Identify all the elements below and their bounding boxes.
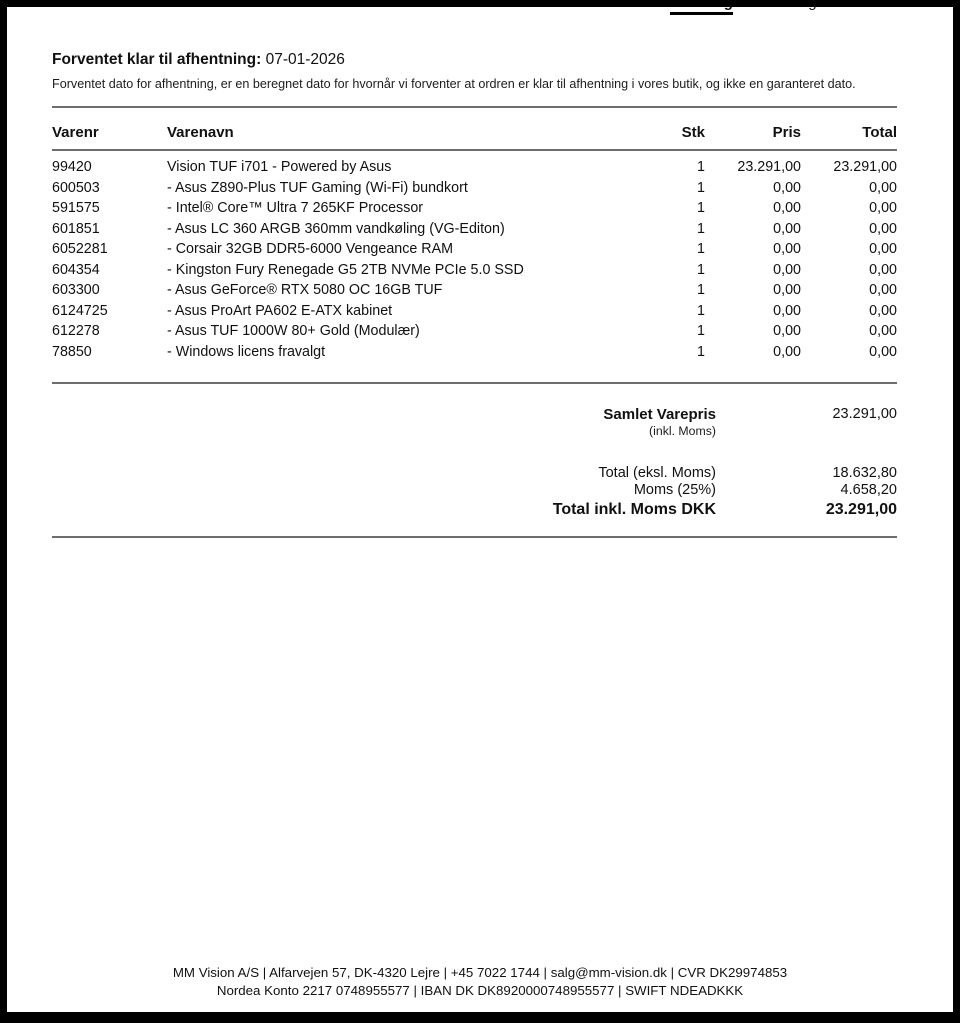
total-line-moms	[52, 482, 897, 499]
item-stk: 1	[697, 343, 705, 360]
pickup-heading-label: Forventet klar til afhentning:	[52, 51, 262, 68]
item-pris: 0,00	[773, 179, 801, 196]
item-varenr: 612278	[52, 323, 100, 339]
item-varenavn: - Asus TUF 1000W 80+ Gold (Modulær)	[167, 323, 420, 339]
footer-company-line: MM Vision A/S | Alfarvejen 57, DK-4320 Lejre | +45 7022 1744 | salg@mm-vision.dk | CVR DK29974853	[172, 965, 788, 980]
item-varenavn: - Intel® Core™ Ultra 7 265KF Processor	[167, 200, 424, 216]
total-incl-moms-value: 23.291,00	[825, 501, 897, 518]
top-border	[0, 0, 960, 7]
item-varenavn: - Asus Z890-Plus TUF Gaming (Wi-Fi) bundkort	[167, 179, 468, 196]
total-excl-moms-value: 18.632,80	[832, 465, 897, 481]
items-body	[52, 150, 897, 362]
item-varenr: 604354	[52, 261, 100, 278]
table-row	[52, 239, 897, 260]
item-varenavn: - Asus GeForce® RTX 5080 OC 16GB TUF	[167, 282, 443, 298]
item-varenr: 6124725	[52, 302, 108, 319]
table-row	[52, 301, 897, 322]
item-total: 0,00	[869, 241, 897, 257]
total-line-samlet	[52, 406, 897, 439]
table-row	[52, 219, 897, 240]
item-stk: 1	[697, 179, 705, 196]
item-pris: 0,00	[773, 323, 801, 339]
item-pris: 0,00	[773, 200, 801, 216]
item-varenr: 78850	[52, 343, 92, 360]
col-header-pris: Pris	[705, 124, 801, 150]
moms-label: Moms (25%)	[633, 482, 716, 498]
total-excl-moms-label: Total (eksl. Moms)	[598, 465, 716, 481]
item-pris: 0,00	[773, 261, 801, 278]
item-varenr: 6052281	[52, 241, 108, 257]
samlet-varepris-label: Samlet Varepris	[603, 406, 716, 423]
table-row	[52, 342, 897, 363]
right-border	[953, 0, 960, 1023]
item-total: 0,00	[869, 261, 897, 278]
item-varenavn: Vision TUF i701 - Powered by Asus	[167, 159, 392, 175]
item-stk: 1	[697, 323, 705, 339]
item-pris: 0,00	[773, 343, 801, 360]
total-incl-moms-label: Total inkl. Moms DKK	[552, 501, 716, 518]
table-row	[52, 260, 897, 281]
item-stk: 1	[697, 241, 705, 257]
samlet-varepris-sublabel: (inkl. Moms)	[649, 424, 716, 438]
footer	[0, 964, 960, 1000]
item-varenr: 591575	[52, 200, 100, 216]
pickup-note: Forventet dato for afhentning, er en beregnet dato for hvornår vi forventer at ordren er klar til afhentning i vores butik, og ikke en garanteret dato.	[52, 77, 856, 91]
item-pris: 0,00	[773, 220, 801, 237]
item-varenr: 600503	[52, 179, 100, 196]
item-total: 0,00	[869, 282, 897, 298]
table-header-row	[52, 124, 897, 150]
pickup-date: 07-01-2026	[265, 51, 345, 68]
item-varenavn: - Asus ProArt PA602 E-ATX kabinet	[167, 302, 393, 319]
item-total: 0,00	[869, 323, 897, 339]
item-total: 0,00	[869, 220, 897, 237]
table-row	[52, 198, 897, 219]
total-line-excl-moms	[52, 465, 897, 482]
table-row	[52, 150, 897, 178]
item-pris: 0,00	[773, 241, 801, 257]
bottom-border	[0, 1012, 960, 1023]
item-varenavn: - Corsair 32GB DDR5-6000 Vengeance RAM	[167, 241, 454, 257]
item-stk: 1	[697, 200, 705, 216]
item-stk: 1	[697, 302, 705, 319]
item-total: 0,00	[869, 200, 897, 216]
item-total: 0,00	[869, 343, 897, 360]
totals-section	[52, 406, 897, 520]
col-header-varenavn: Varenavn	[167, 124, 595, 150]
item-total: 23.291,00	[833, 159, 897, 175]
item-stk: 1	[697, 159, 705, 175]
item-varenr: 99420	[52, 159, 92, 175]
item-pris: 0,00	[773, 302, 801, 319]
items-table	[52, 124, 897, 362]
divider-bottom	[52, 536, 897, 538]
item-stk: 1	[697, 282, 705, 298]
item-total: 0,00	[869, 302, 897, 319]
col-header-varenr: Varenr	[52, 124, 167, 150]
pickup-heading	[52, 50, 897, 69]
item-varenavn: - Asus LC 360 ARGB 360mm vandkøling (VG-Editon)	[167, 220, 505, 237]
item-varenr: 601851	[52, 220, 100, 237]
footer-bank-line: Nordea Konto 2217 0748955577 | IBAN DK DK8920000748955577 | SWIFT NDEADKKK	[216, 983, 744, 998]
samlet-label-block	[52, 406, 716, 439]
item-stk: 1	[697, 220, 705, 237]
col-header-total: Total	[801, 124, 897, 150]
table-row	[52, 178, 897, 199]
left-border	[0, 0, 7, 1023]
divider-after-items	[52, 382, 897, 384]
samlet-varepris-value: 23.291,00	[832, 406, 897, 422]
col-header-stk: Stk	[595, 124, 705, 150]
divider-top	[52, 106, 897, 108]
table-row	[52, 280, 897, 301]
totals-spacer	[52, 439, 897, 465]
item-varenavn: - Windows licens fravalgt	[167, 343, 326, 360]
table-row	[52, 321, 897, 342]
item-stk: 1	[697, 261, 705, 278]
invoice-content	[52, 0, 897, 538]
item-total: 0,00	[869, 179, 897, 196]
item-varenr: 603300	[52, 282, 100, 298]
moms-value: 4.658,20	[840, 482, 897, 498]
item-varenavn: - Kingston Fury Renegade G5 2TB NVMe PCIe 5.0 SSD	[167, 261, 524, 278]
total-line-incl-moms	[52, 499, 897, 520]
item-pris: 23.291,00	[737, 159, 801, 175]
item-pris: 0,00	[773, 282, 801, 298]
